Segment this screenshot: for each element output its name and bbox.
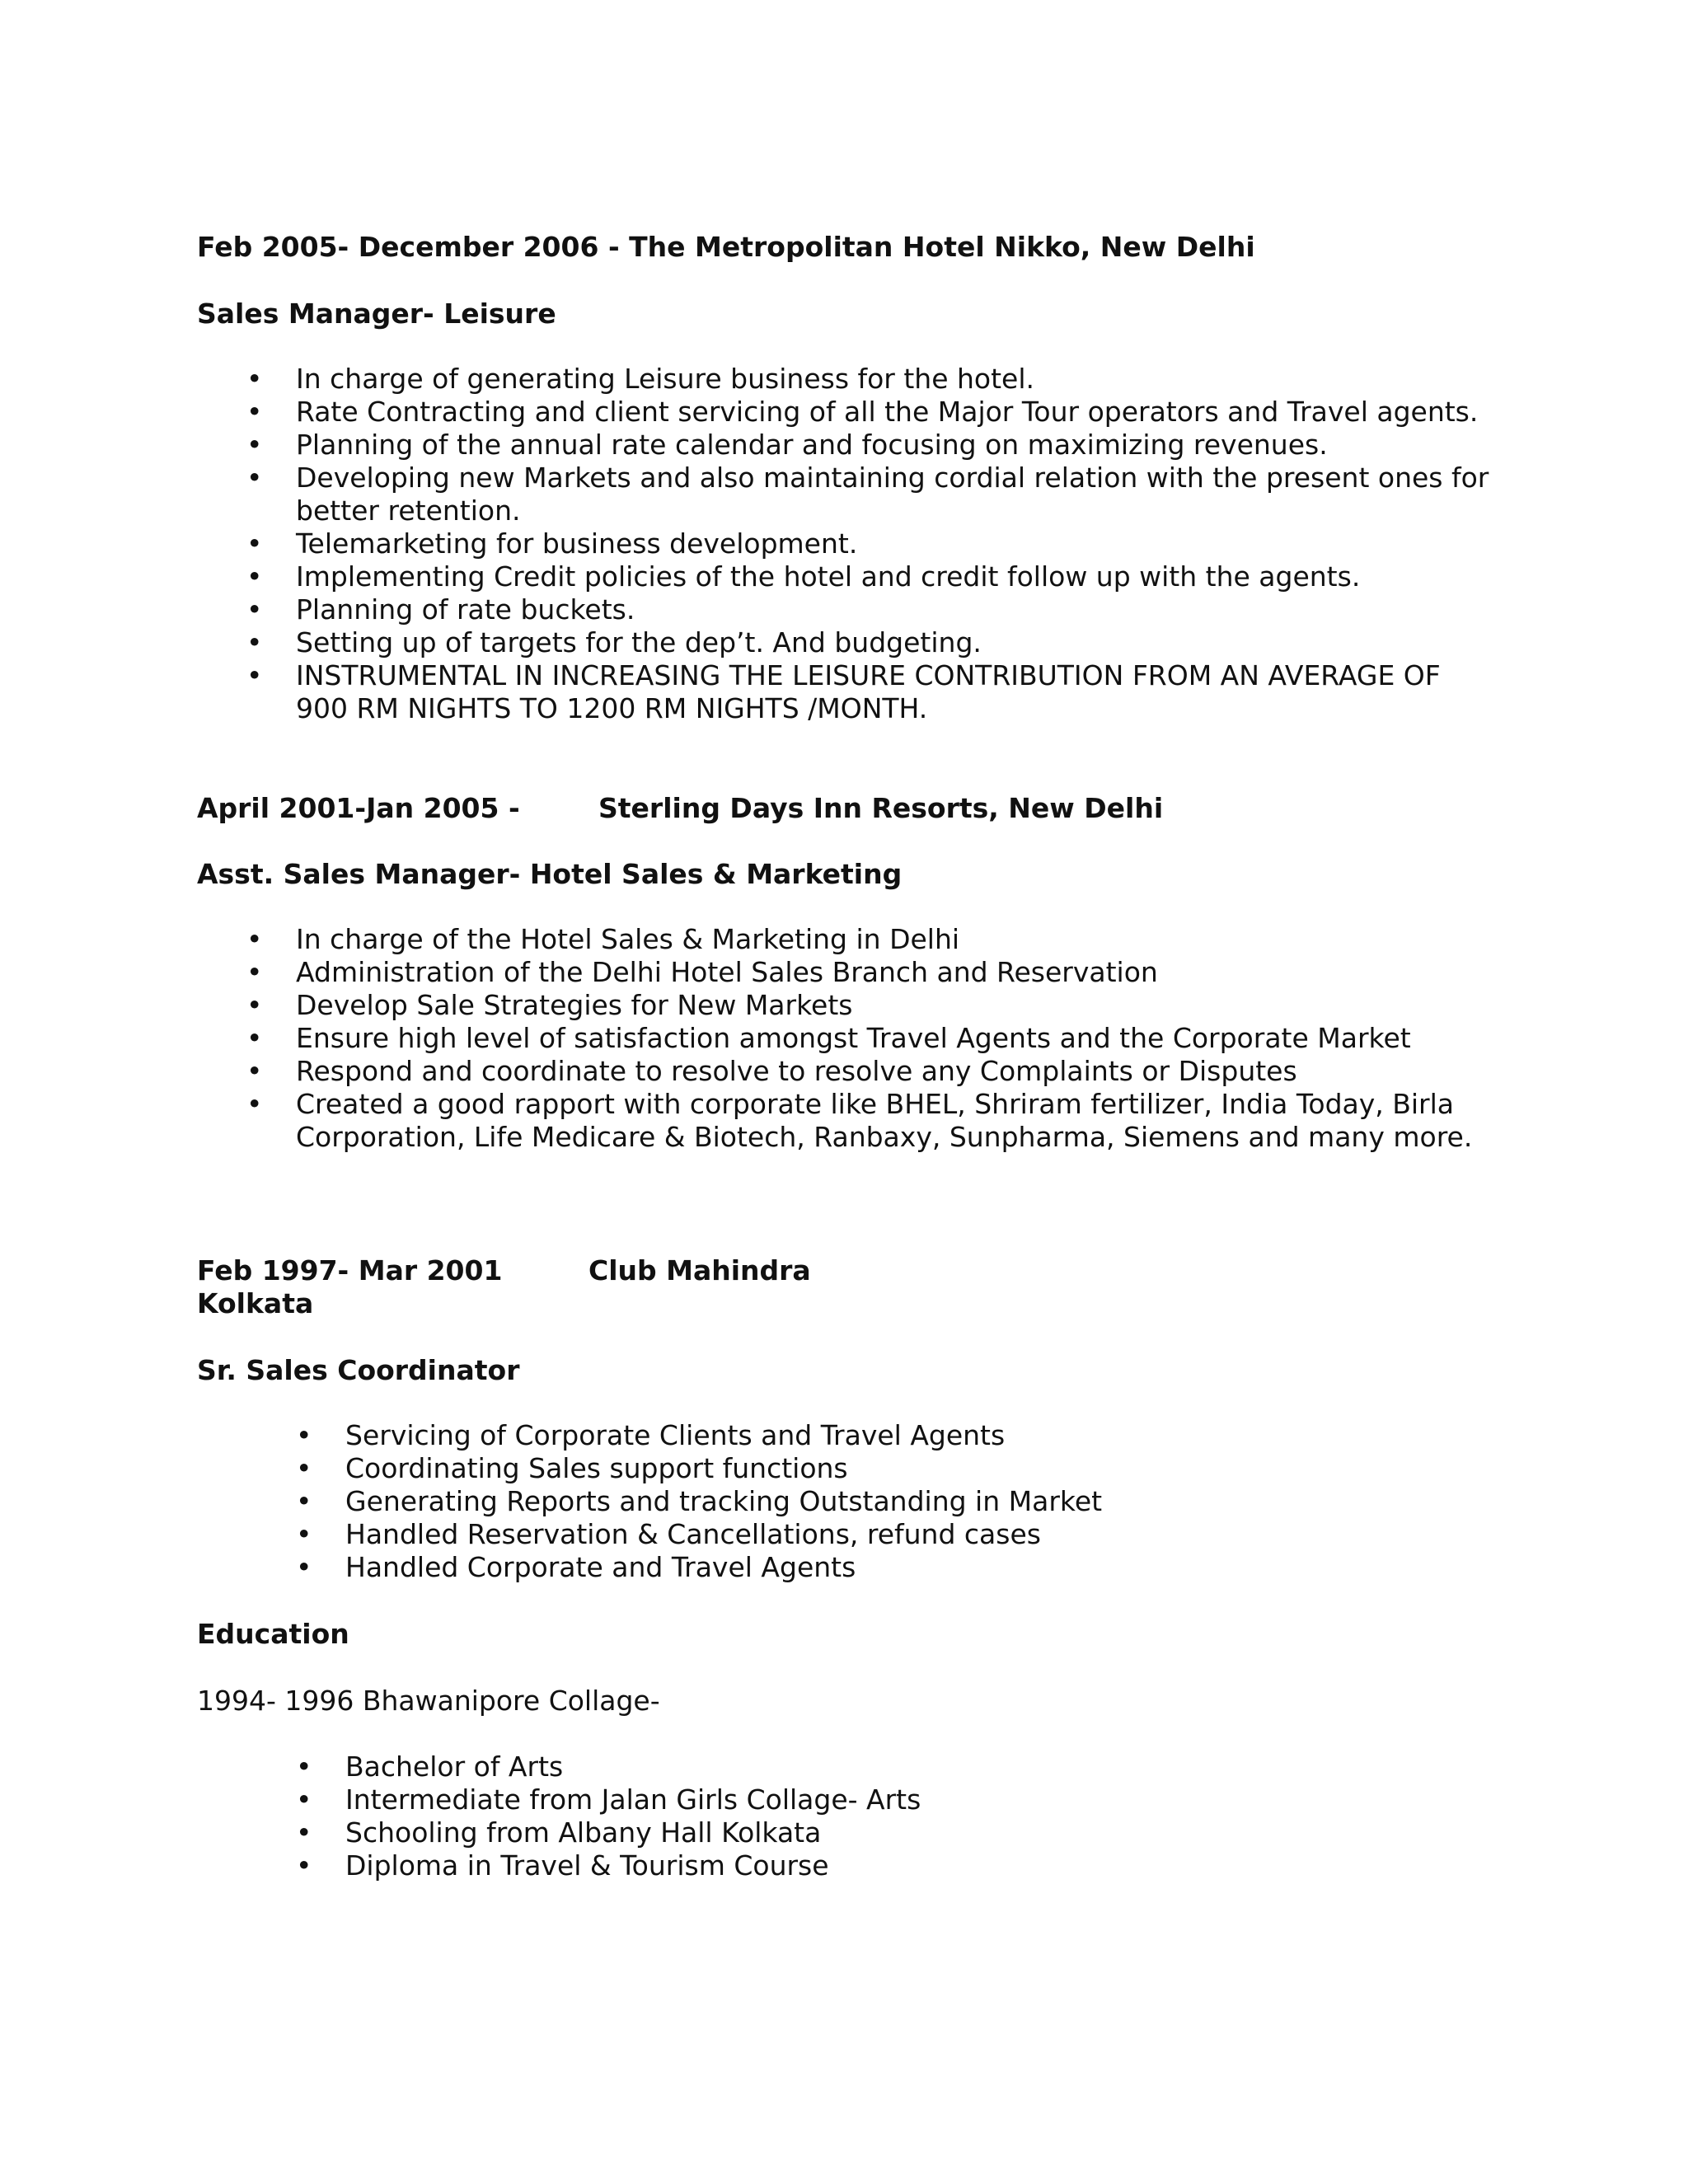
list-item: • Planning of the annual rate calendar and focusing on maximizing revenues. (246, 429, 1328, 461)
bullet-icon: • (246, 626, 263, 658)
bullet-icon: • (296, 1816, 312, 1849)
bullet-icon: • (246, 462, 263, 494)
education-bullets (296, 1750, 1499, 1882)
job-3-employer: Club Mahindra (588, 1254, 811, 1286)
list-item: • Created a good rapport with corporate like BHEL, Shriram fertilizer, India Today, Birla Corporation, Life Medicare & Biotech, Ranbaxy, Sunpharma, Siemens and many more. (246, 1088, 1473, 1153)
list-item: • Developing new Markets and also maintaining cordial relation with the present ones for better retention. (246, 462, 1489, 527)
bullet-icon: • (246, 396, 263, 428)
list-item: • Respond and coordinate to resolve to resolve any Complaints or Disputes (246, 1055, 1297, 1087)
list-item: • Handled Corporate and Travel Agents (296, 1551, 856, 1583)
job-3-title: Sr. Sales Coordinator (197, 1354, 520, 1386)
list-item: • Intermediate from Jalan Girls Collage- Arts (296, 1783, 921, 1816)
bullet-icon: • (246, 956, 263, 988)
bullet-icon: • (296, 1783, 312, 1816)
list-item: • Administration of the Delhi Hotel Sales Branch and Reservation (246, 956, 1158, 988)
bullet-icon: • (246, 923, 263, 955)
list-item: • Rate Contracting and client servicing of all the Major Tour operators and Travel agents. (246, 396, 1479, 428)
list-item: • Generating Reports and tracking Outstanding in Market (296, 1485, 1103, 1517)
list-item: • Setting up of targets for the dep’t. And budgeting. (246, 626, 982, 658)
job-1-bullets (246, 363, 1491, 725)
bullet-icon: • (246, 659, 263, 691)
list-item: • In charge of generating Leisure business for the hotel. (246, 363, 1035, 395)
list-item: • Telemarketing for business development. (246, 527, 858, 560)
list-item: • In charge of the Hotel Sales & Marketing in Delhi (246, 923, 960, 955)
bullet-icon: • (246, 527, 263, 560)
bullet-icon: • (246, 1088, 263, 1120)
job-1-title: Sales Manager- Leisure (197, 298, 556, 330)
bullet-icon: • (296, 1518, 312, 1550)
list-item: • Coordinating Sales support functions (296, 1452, 848, 1484)
list-item: • Handled Reservation & Cancellations, refund cases (296, 1518, 1041, 1550)
list-item: • Ensure high level of satisfaction amongst Travel Agents and the Corporate Market (246, 1022, 1411, 1054)
bullet-icon: • (246, 429, 263, 461)
bullet-icon: • (296, 1849, 312, 1882)
list-item: • INSTRUMENTAL IN INCREASING THE LEISURE CONTRIBUTION FROM AN AVERAGE OF 900 RM NIGHTS TO 1200 RM NIGHTS /MONTH. (246, 659, 1441, 724)
job-3-bullets (296, 1419, 1499, 1584)
job-1-separator: - (607, 231, 620, 263)
list-item: • Develop Sale Strategies for New Markets (246, 989, 853, 1021)
bullet-icon: • (246, 1022, 263, 1054)
list-item: • Servicing of Corporate Clients and Travel Agents (296, 1419, 1006, 1451)
bullet-icon: • (296, 1485, 312, 1517)
bullet-icon: • (296, 1750, 312, 1783)
bullet-icon: • (246, 989, 263, 1021)
job-3-location: Kolkata (197, 1287, 314, 1319)
bullet-icon: • (246, 363, 263, 395)
bullet-icon: • (296, 1419, 312, 1451)
list-item: • Planning of rate buckets. (246, 593, 635, 626)
job-2-period: April 2001-Jan 2005 - (197, 792, 520, 824)
bullet-icon: • (296, 1452, 312, 1484)
job-2-employer: Sterling Days Inn Resorts, New Delhi (598, 792, 1164, 824)
list-item: • Implementing Credit policies of the hotel and credit follow up with the agents. (246, 560, 1361, 593)
list-item: • Schooling from Albany Hall Kolkata (296, 1816, 822, 1849)
job-1-header (197, 231, 1255, 263)
bullet-icon: • (296, 1551, 312, 1583)
bullet-icon: • (246, 593, 263, 626)
list-item: • Bachelor of Arts (296, 1750, 564, 1783)
education-line: 1994- 1996 Bhawanipore Collage- (197, 1685, 660, 1717)
education-heading: Education (197, 1618, 349, 1650)
bullet-icon: • (246, 560, 263, 593)
job-1-employer: The Metropolitan Hotel Nikko, New Delhi (629, 231, 1255, 263)
bullet-icon: • (246, 1055, 263, 1087)
job-1-period: Feb 2005- December 2006 (197, 231, 599, 263)
job-3-period: Feb 1997- Mar 2001 (197, 1254, 503, 1286)
job-2-title: Asst. Sales Manager- Hotel Sales & Marketing (197, 858, 903, 890)
job-2-bullets (246, 923, 1491, 1154)
list-item: • Diploma in Travel & Tourism Course (296, 1849, 829, 1882)
